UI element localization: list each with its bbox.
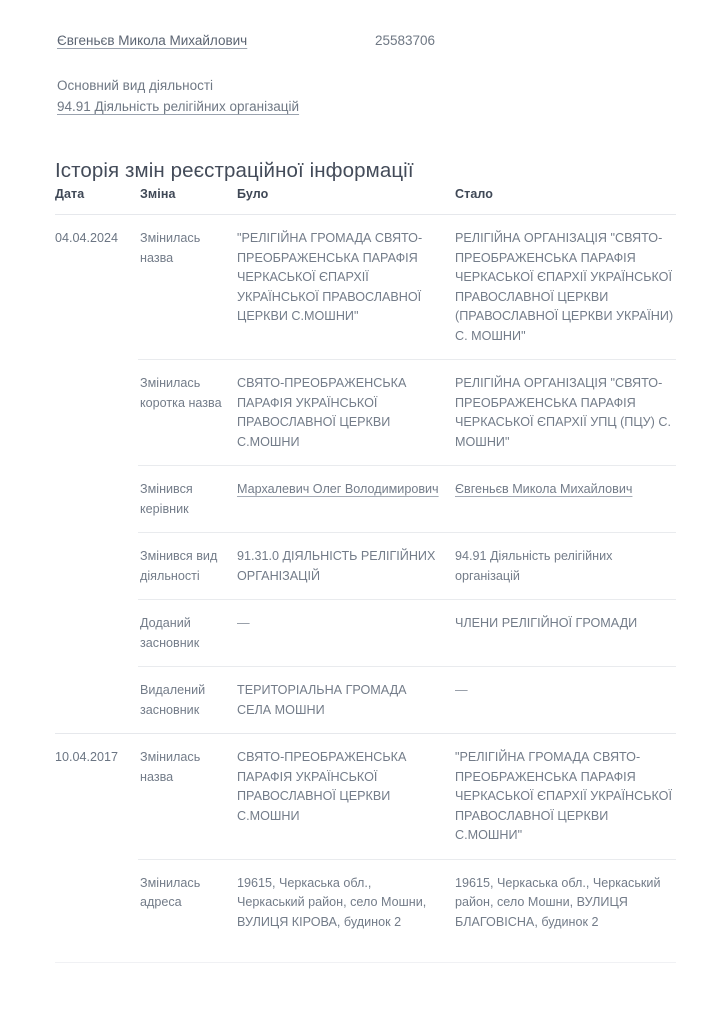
cell-became: 19615, Черкаська обл., Черкаський район, село Мошни, ВУЛИЦЯ БЛАГОВІСНА, будинок 2: [455, 875, 661, 929]
cell-became[interactable]: Євгеньєв Микола Михайлович: [455, 482, 633, 496]
cell-became: 94.91 Діяльність релігійних організацій: [455, 549, 613, 583]
edrpou-code: 25583706: [375, 33, 436, 48]
column-header-was: Було: [237, 187, 269, 201]
cell-date: 10.04.2017: [55, 750, 119, 764]
cell-was: СВЯТО-ПРЕОБРАЖЕНСЬКА ПАРАФІЯ УКРАЇНСЬКОЇ ПРАВОСЛАВНОЇ ЦЕРКВИ С.МОШНИ: [237, 376, 407, 449]
cell-was: ТЕРИТОРІАЛЬНА ГРОМАДА СЕЛА МОШНИ: [237, 683, 407, 717]
cell-became: —: [455, 683, 468, 697]
cell-was: 91.31.0 ДІЯЛЬНІСТЬ РЕЛІГІЙНИХ ОРГАНІЗАЦІЙ: [237, 549, 436, 583]
cell-change: Доданий засновник: [140, 616, 200, 650]
table-row: [55, 667, 676, 733]
cell-date: 04.04.2024: [55, 231, 119, 245]
cell-was: 19615, Черкаська обл., Черкаський район, село Мошни, ВУЛИЦЯ КІРОВА, будинок 2: [237, 875, 427, 929]
cell-became: РЕЛІГІЙНА ОРГАНІЗАЦІЯ "СВЯТО-ПРЕОБРАЖЕНСЬКА ПАРАФІЯ ЧЕРКАСЬКОЇ ЄПАРХІЇ УПЦ (ПЦУ) С. МОШНИ": [455, 376, 671, 449]
table-row: [55, 466, 676, 532]
cell-change: Змінилась коротка назва: [140, 376, 222, 410]
cell-became: ЧЛЕНИ РЕЛІГІЙНОЇ ГРОМАДИ: [455, 616, 638, 630]
table-header-row: [55, 185, 676, 214]
table-row: [55, 215, 676, 359]
cell-change: Видалений засновник: [140, 683, 206, 717]
main-activity-label: Основний вид діяльності: [57, 78, 214, 93]
cell-change: Змінився керівник: [140, 482, 193, 516]
entity-header: [57, 31, 676, 51]
column-header-date: Дата: [55, 187, 85, 201]
table-row: [55, 600, 676, 666]
entity-header-row: [57, 31, 676, 51]
table-bottom-divider: [55, 962, 676, 963]
column-header-became: Стало: [455, 187, 494, 201]
cell-was: "РЕЛІГІЙНА ГРОМАДА СВЯТО-ПРЕОБРАЖЕНСЬКА ПАРАФІЯ ЧЕРКАСЬКОЇ ЄПАРХІЇ УКРАЇНСЬКОЇ ПРАВОСЛАВНОЇ ЦЕРКВИ С.МОШНИ": [237, 231, 423, 323]
column-header-change: Зміна: [140, 187, 176, 201]
cell-was: СВЯТО-ПРЕОБРАЖЕНСЬКА ПАРАФІЯ УКРАЇНСЬКОЇ ПРАВОСЛАВНОЇ ЦЕРКВИ С.МОШНИ: [237, 750, 407, 823]
cell-became: "РЕЛІГІЙНА ГРОМАДА СВЯТО-ПРЕОБРАЖЕНСЬКА ПАРАФІЯ ЧЕРКАСЬКОЇ ЄПАРХІЇ УКРАЇНСЬКОЇ ПРАВОСЛАВНОЇ ЦЕРКВИ С.МОШНИ": [455, 750, 672, 842]
table-row: [55, 360, 676, 465]
main-activity-block: [57, 75, 299, 117]
history-table: [55, 185, 676, 945]
table-row: [55, 860, 676, 946]
cell-was[interactable]: Мархалевич Олег Володимирович: [237, 482, 439, 496]
cell-was: —: [237, 616, 250, 630]
head-person-name[interactable]: Євгеньєв Микола Михайлович: [57, 33, 248, 48]
table-body: [55, 214, 676, 945]
cell-became: РЕЛІГІЙНА ОРГАНІЗАЦІЯ "СВЯТО-ПРЕОБРАЖЕНСЬКА ПАРАФІЯ ЧЕРКАСЬКОЇ ЄПАРХІЇ УКРАЇНСЬКОЇ ПРАВОСЛАВНОЇ ЦЕРКВИ (ПРАВОСЛАВНОЇ ЦЕРКВИ УКРАЇНИ) С. МОШНИ": [455, 231, 674, 343]
main-activity-value[interactable]: 94.91 Діяльність релігійних організацій: [57, 99, 300, 114]
cell-change: Змінилась адреса: [140, 875, 201, 909]
cell-change: Змінилась назва: [140, 750, 201, 784]
cell-change: Змінився вид діяльності: [140, 549, 218, 583]
table-row: [55, 533, 676, 599]
page-title: Історія змін реєстраційної інформації: [55, 158, 414, 182]
table-row: [55, 734, 676, 859]
cell-change: Змінилась назва: [140, 231, 201, 265]
